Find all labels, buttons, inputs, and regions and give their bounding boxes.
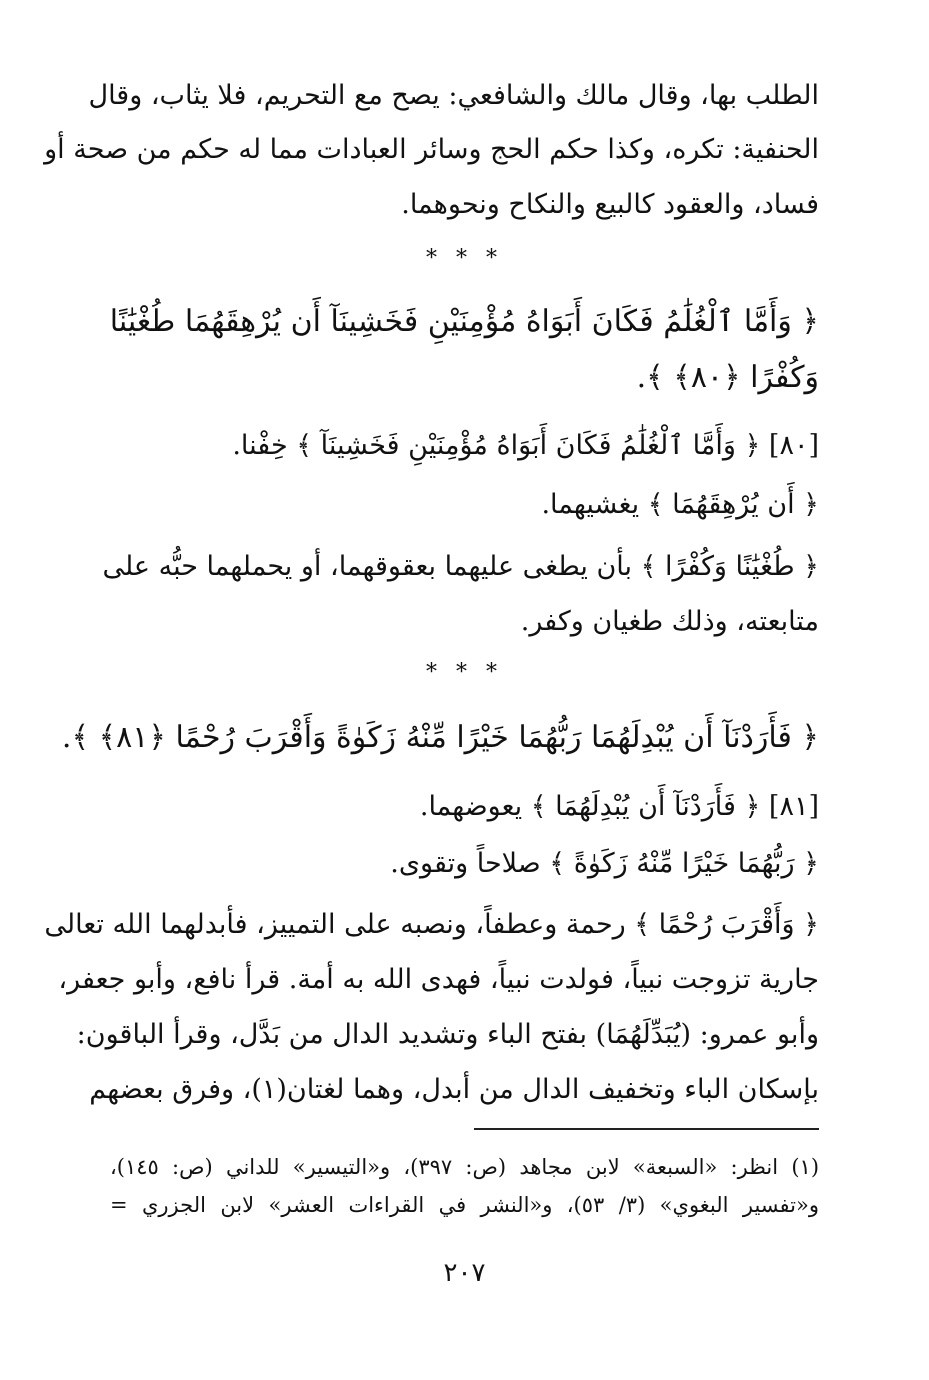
- tafsir-line: [٨١] ﴿ فَأَرَدْنَآ أَن يُبْدِلَهُمَا ﴾ يعوضهما.: [419, 791, 819, 822]
- quran-verse-line: ﴿ فَأَرَدْنَآ أَن يُبْدِلَهُمَا رَبُّهُمَا خَيْرًا مِّنْهُ زَكَوٰةً وَأَقْرَبَ رُحْمًا ﴿٨١﴾ ﴾.: [61, 720, 819, 755]
- quran-verse-line: ﴿ وَأَمَّا ٱلْغُلَٰمُ فَكَانَ أَبَوَاهُ مُؤْمِنَيْنِ فَخَشِينَآ أَن يُرْهِقَهُمَا طُغْيَٰنًا: [109, 304, 819, 339]
- tafsir-line: متابعته، وذلك طغيان وكفر.: [520, 606, 819, 637]
- tafsir-line: ﴿ وَأَقْرَبَ رُحْمًا ﴾ رحمة وعطفاً، ونصبه على التمييز، فأبدلهما الله تعالى: [44, 909, 819, 940]
- tafsir-line: [٨٠] ﴿ وَأَمَّا ٱلْغُلَٰمُ فَكَانَ أَبَوَاهُ مُؤْمِنَيْنِ فَخَشِينَآ ﴾ خِفْنا.: [232, 430, 819, 461]
- tafsir-line: ﴿ طُغْيَٰنًا وَكُفْرًا ﴾ بأن يطغى عليهما بعقوقهما، أو يحملهما حبُّه على: [102, 551, 819, 582]
- tafsir-line: بإسكان الباء وتخفيف الدال من أبدل، وهما لغتان(١)، وفرق بعضهم: [89, 1074, 819, 1105]
- body-line: الحنفية: تكره، وكذا حكم الحج وسائر العبادات مما له حكم من صحة أو: [44, 134, 819, 165]
- body-line: الطلب بها، وقال مالك والشافعي: يصح مع التحريم، فلا يثاب، وقال: [88, 80, 819, 111]
- page-number: ٢٠٧: [443, 1258, 486, 1288]
- body-line: فساد، والعقود كالبيع والنكاح ونحوهما.: [401, 189, 819, 220]
- footnote-line: (١) انظر: «السبعة» لابن مجاهد (ص: ٣٩٧)، و«التيسير» للداني (ص: ١٤٥)،: [110, 1155, 820, 1179]
- section-separator: * * *: [426, 660, 503, 685]
- tafsir-line: ﴿ أَن يُرْهِقَهُمَا ﴾ يغشيهما.: [541, 489, 819, 520]
- footnote-line: و«تفسير البغوي» (٣/ ٥٣)، و«النشر في القراءات العشر» لابن الجزري =: [110, 1193, 819, 1217]
- quran-verse-line: وَكُفْرًا ﴿٨٠﴾ ﴾.: [636, 360, 819, 395]
- tafsir-line: ﴿ رَبُّهُمَا خَيْرًا مِّنْهُ زَكَوٰةً ﴾ صلاحاً وتقوى.: [390, 848, 819, 879]
- footnote-divider: [474, 1128, 819, 1130]
- tafsir-line: وأبو عمرو: (يُبَدِّلَهُمَا) بفتح الباء وتشديد الدال من بَدَّل، وقرأ الباقون:: [76, 1019, 819, 1050]
- tafsir-line: جارية تزوجت نبياً، فولدت نبياً، فهدى الله به أمة. قرأ نافع، وأبو جعفر،: [58, 964, 819, 995]
- section-separator: * * *: [426, 246, 503, 271]
